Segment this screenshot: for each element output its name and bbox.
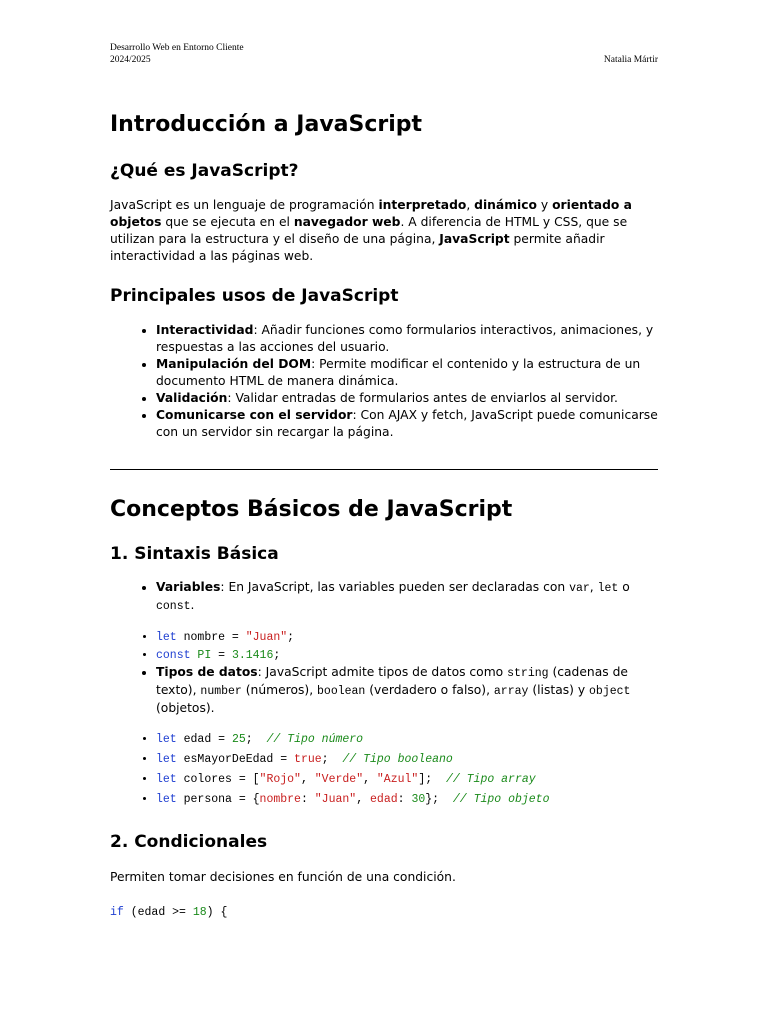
syntax-heading: 1. Sintaxis Básica: [110, 544, 279, 564]
code-line: • const PI = 3.1416;: [156, 648, 658, 664]
conditionals-paragraph: Permiten tomar decisiones en función de una condición.: [110, 870, 456, 884]
page-header: [110, 42, 658, 66]
document-body: [110, 111, 658, 921]
list-item: • Interactividad: Añadir funciones como formularios interactivos, animaciones, y respuestas a las acciones del usuario.: [156, 322, 658, 356]
intro-title: Introducción a JavaScript: [110, 112, 423, 137]
code-line: • let colores = ["Rojo", "Verde", "Azul"]; // Tipo array: [156, 770, 658, 790]
code-line: • let nombre = "Juan";: [156, 628, 658, 648]
variables-code: [110, 628, 658, 664]
course-name: Desarrollo Web en Entorno Cliente: [110, 43, 244, 53]
list-item: • Tipos de datos: JavaScript admite tipos de datos como string (cadenas de texto), number (números), boolean (verdadero o falso), array (listas) y object (objetos).: [156, 664, 658, 717]
list-item: • Validación: Validar entradas de formularios antes de enviarlos al servidor.: [156, 390, 658, 407]
variables-list: [110, 579, 658, 615]
list-item: • Manipulación del DOM: Permite modificar el contenido y la estructura de un documento HTML de manera dinámica.: [156, 356, 658, 390]
types-code: [110, 730, 658, 810]
code-line: • let edad = 25; // Tipo número: [156, 730, 658, 750]
conditionals-heading: 2. Condicionales: [110, 832, 268, 852]
what-paragraph: JavaScript es un lenguaje de programación interpretado, dinámico y orientado a objetos que se ejecuta en el navegador web. A diferencia de HTML y CSS, que se utilizan para la estructura y el diseño de una página, JavaScript permite añadir interactividad a las páginas web.: [110, 198, 632, 263]
what-heading: ¿Qué es JavaScript?: [110, 161, 299, 181]
author-name: Natalia Mártir: [603, 55, 658, 65]
list-item: • Variables: En JavaScript, las variables pueden ser declaradas con var, let o const.: [156, 579, 658, 615]
conditionals-code: if (edad >= 18) {: [110, 906, 228, 919]
list-item: • Comunicarse con el servidor: Con AJAX y fetch, JavaScript puede comunicarse con un servidor sin recargar la página.: [156, 407, 658, 441]
school-year: 2024/2025: [110, 55, 151, 65]
uses-heading: Principales usos de JavaScript: [110, 286, 399, 306]
types-list: [110, 664, 658, 717]
code-line: • let esMayorDeEdad = true; // Tipo booleano: [156, 750, 658, 770]
uses-list: [110, 322, 658, 441]
basics-title: Conceptos Básicos de JavaScript: [110, 497, 513, 522]
code-line: • let persona = {nombre: "Juan", edad: 30}; // Tipo objeto: [156, 790, 658, 810]
